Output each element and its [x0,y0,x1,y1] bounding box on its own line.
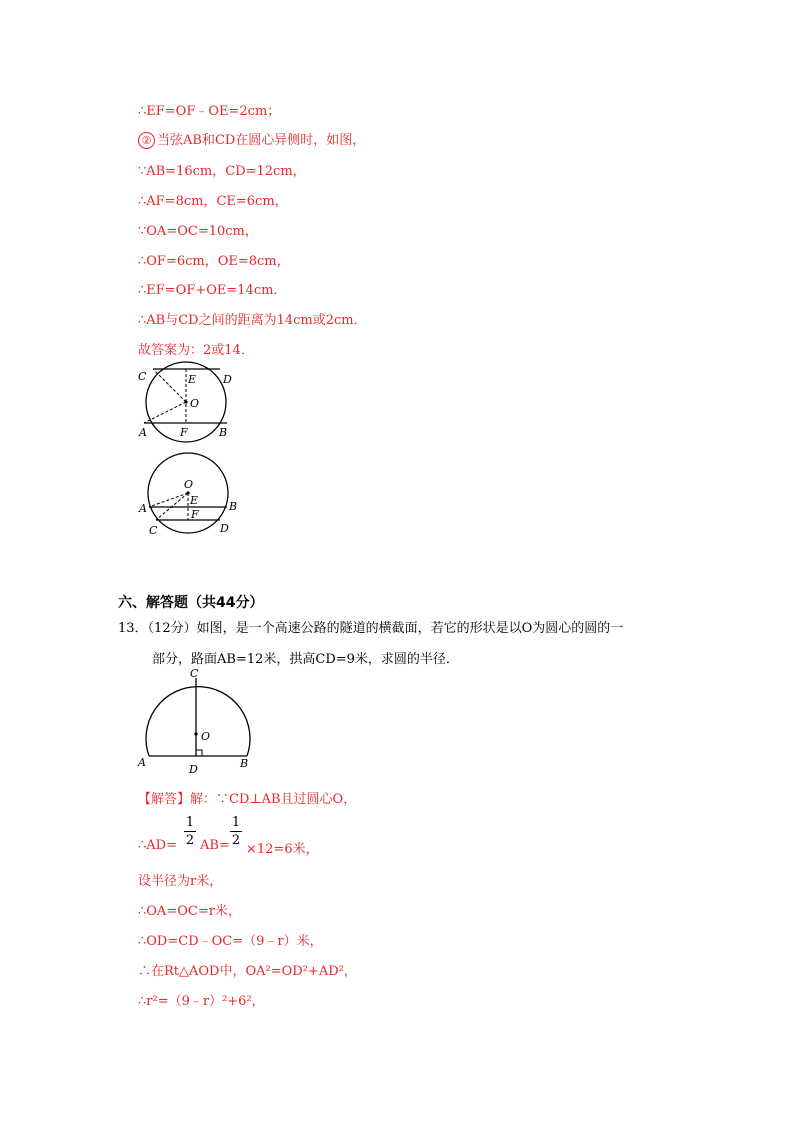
fraction-2-numerator: 1 [231,815,241,830]
section-heading: 六、解答题（共44分） [118,595,264,611]
solution13-line-5: ∴r²=（9﹣r）²+6²， [138,994,265,1009]
fig2-label-b: B [229,500,238,513]
solution-line-2 [138,129,365,149]
circled-number: ② [138,132,155,149]
figure-circle-chords-opposite [132,358,242,443]
fig1-label-a: A [139,426,147,439]
fig1-label-c: C [138,370,147,383]
solution-line-2-text: 当弦AB和CD在圆心异侧时，如图， [157,133,366,148]
fraction-1-numerator: 1 [185,815,195,830]
figure-circle-chords-same-side [132,452,247,542]
fraction-1-denominator: 2 [185,833,195,848]
solution-line-4: ∴AF=8cm，CE=6cm， [138,194,288,209]
fig3-label-d: D [189,763,198,776]
solution-line-5: ∵OA=OC=10cm， [138,224,258,239]
solution-line-3: ∵AB=16cm，CD=12cm， [138,164,306,179]
fig2-label-a: A [139,502,147,515]
solution13-line-3: ∴OD=CD﹣OC=（9﹣r）米， [138,934,323,949]
solution13-line-1: 设半径为r米， [138,874,223,889]
fig3-label-c: C [190,667,199,680]
fig3-label-o: O [201,730,211,743]
fig2-label-o: O [184,478,194,491]
fig1-label-b: B [219,426,228,439]
ad-mid: AB= [200,838,230,853]
solution-line-7: ∴EF=OF+OE=14cm． [138,283,287,298]
solution13-line-4: ∴在Rt△AOD中，OA²=OD²+AD²， [138,964,357,979]
solution-line-6: ∴OF=6cm，OE=8cm， [138,254,290,269]
question-13-line-2: 部分，路面AB=12米，拱高CD=9米，求圆的半径． [152,652,459,667]
fig3-label-a: A [138,756,146,769]
solution-line-1: ∴EF=OF﹣OE=2cm； [138,104,281,119]
solution-line-8: ∴AB与CD之间的距离为14cm或2cm． [138,313,367,328]
fig3-label-b: B [240,757,249,770]
solution13-first-text: 解：∵CD⊥AB且过圆心O， [190,792,357,807]
fig2-label-d: D [220,522,229,535]
figure-tunnel-cross-section [132,666,262,780]
fig1-label-f: F [180,426,188,439]
answer-tag: 【解答】 [138,792,191,807]
ad-suffix: ×12=6米， [246,842,319,857]
solution13-first-line [138,788,356,807]
fig1-label-d: D [223,373,232,386]
ad-prefix: ∴AD= [138,838,177,853]
fig1-label-e: E [188,373,197,386]
fig2-label-e: E [190,494,199,507]
answer-line: 故答案为：2或14． [138,343,254,358]
fig2-label-c: C [149,524,158,537]
fraction-one-half-1 [184,815,196,848]
fig1-label-o: O [190,397,200,410]
fig2-label-f: F [191,508,199,521]
question-13-line-1: 13．（12分）如图，是一个高速公路的隧道的横截面，若它的形状是以O为圆心的圆的一 [118,621,624,636]
fraction-2-denominator: 2 [231,833,241,848]
solution13-line-2: ∴OA=OC=r米， [138,904,241,919]
fraction-one-half-2 [230,815,242,848]
